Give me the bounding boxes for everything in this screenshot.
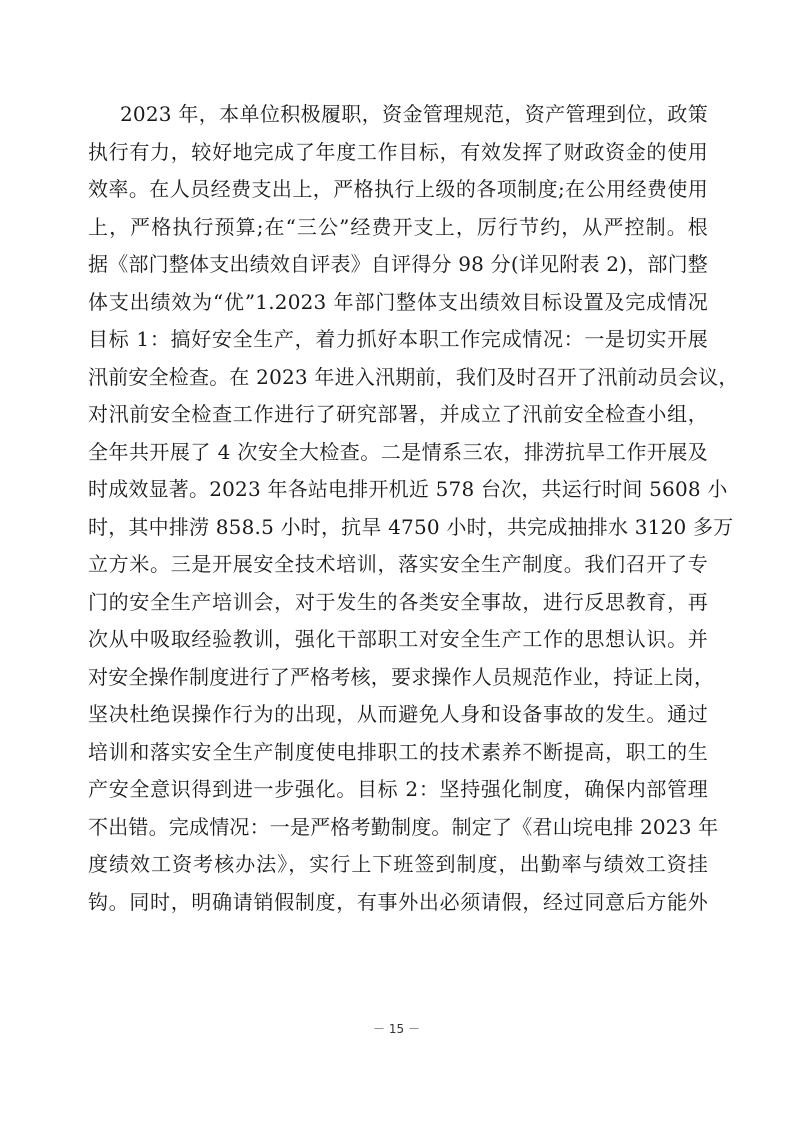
text-line: 执行有力，较好地完成了年度工作目标，有效发挥了财政资金的使用 xyxy=(88,139,708,164)
text-line: 对安全操作制度进行了严格考核，要求操作人员规范作业，持证上岗， xyxy=(88,664,715,689)
text-line: 据《部门整体支出绩效自评表》自评得分 98 分(详见附表 2)，部门整 xyxy=(88,252,708,276)
text-line: 时成效显著。2023 年各站电排开机近 578 台次，共运行时间 5608 小 xyxy=(88,477,728,501)
text-line: 效率。在人员经费支出上，严格执行上级的各项制度;在公用经费使用 xyxy=(88,177,708,201)
text-line: 不出错。完成情况：一是严格考勤制度。制定了《君山垸电排 2023 年 xyxy=(88,814,719,839)
text-line: 产安全意识得到进一步强化。目标 2：坚持强化制度，确保内部管理 xyxy=(88,777,708,801)
text-line: 时，其中排涝 858.5 小时，抗旱 4750 小时，共完成抽排水 3120 多万 xyxy=(88,514,734,539)
text-line: 门的安全生产培训会，对于发生的各类安全事故，进行反思教育，再 xyxy=(88,589,708,614)
text-line: 立方米。三是开展安全技术培训，落实安全生产制度。我们召开了专 xyxy=(88,552,708,576)
text-line: 钩。同时，明确请销假制度，有事外出必须请假，经过同意后方能外 xyxy=(88,889,708,914)
text-line: 全年共开展了 4 次安全大检查。二是情系三农，排涝抗旱工作开展及 xyxy=(88,439,708,464)
text-line: 坚决杜绝误操作行为的出现，从而避免人身和设备事故的发生。通过 xyxy=(88,702,708,726)
text-line: 对汛前安全检查工作进行了研究部署，并成立了汛前安全检查小组， xyxy=(88,402,708,426)
page-number: － 15 － xyxy=(373,1022,420,1036)
text-line: 培训和落实安全生产制度使电排职工的技术素养不断提高，职工的生 xyxy=(88,739,708,764)
text-line: 上，严格执行预算;在“三公”经费开支上，厉行节约，从严控制。根 xyxy=(88,214,708,239)
text-line: 体支出绩效为“优”1.2023 年部门整体支出绩效目标设置及完成情况 xyxy=(88,289,708,314)
text-line: 次从中吸取经验教训，强化干部职工对安全生产工作的思想认识。并 xyxy=(88,627,708,651)
text-line: 度绩效工资考核办法》，实行上下班签到制度，出勤率与绩效工资挂 xyxy=(88,852,708,876)
body-paragraph xyxy=(88,96,739,921)
text-line: 目标 1：搞好安全生产，着力抓好本职工作完成情况：一是切实开展 xyxy=(88,327,708,351)
text-line: 汛前安全检查。在 2023 年进入汛期前，我们及时召开了汛前动员会议， xyxy=(88,364,739,389)
text-line: 2023 年，本单位积极履职，资金管理规范，资产管理到位，政策 xyxy=(120,102,708,126)
